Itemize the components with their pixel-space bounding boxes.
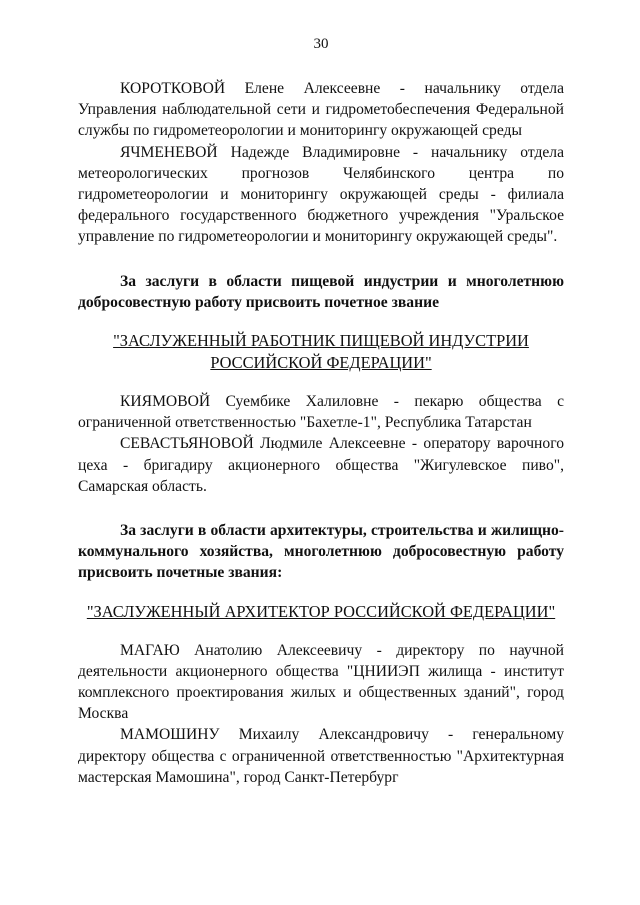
document-body — [78, 78, 564, 788]
honorary-title-architect: "ЗАСЛУЖЕННЫЙ АРХИТЕКТОР РОССИЙСКОЙ ФЕДЕРАЦИИ" — [86, 601, 556, 621]
recipient-surname: КИЯМОВОЙ — [120, 393, 211, 411]
recipient-surname: КОРОТКОВОЙ — [120, 80, 226, 97]
recipient-surname: МАГАЮ — [120, 641, 180, 659]
recipient-surname: ЯЧМЕНЕВОЙ — [120, 143, 218, 161]
honorary-title-line: РОССИЙСКОЙ ФЕДЕРАЦИИ" — [210, 353, 432, 373]
recipient-details: Михаилу Александровичу - генеральному директору общества с ограниченной ответственностью "Архитектурная мастерская Мамошина", город Санкт-Петербург — [78, 726, 564, 786]
recipient-details: Анатолию Алексеевичу - директору по научной деятельности акционерного общества "ЦНИИЭП жилища - институт комплексного проектирования жилых и общественных зданий", город Москва — [78, 641, 564, 723]
recipient-surname: СЕВАСТЬЯНОВОЙ — [120, 435, 254, 453]
award-entry — [78, 433, 564, 497]
spacer — [78, 313, 564, 330]
spacer — [78, 584, 564, 601]
recipient-details: Людмиле Алексеевне - оператору варочного цеха - бригадиру акционерного общества "Жигулевское пиво", Самарская область. — [78, 435, 564, 495]
award-entry — [78, 391, 564, 433]
award-entry — [78, 78, 564, 142]
spacer — [78, 497, 564, 520]
page-number: 30 — [313, 36, 329, 52]
award-entry — [78, 640, 564, 725]
spacer — [78, 248, 564, 271]
recipient-details: Надежде Владимировне - начальнику отдела метеорологических прогнозов Челябинского центра по гидрометеорологии и мониторингу окружающей среды - филиала федерального государственного бюджетного учреждения "Уральское управление по гидрометеорологии и мониторингу окружающей среды". — [78, 143, 564, 246]
section-heading-food: За заслуги в области пищевой индустрии и многолетнюю добросовестную работу присвоить почетное звание — [78, 272, 564, 311]
award-entry — [78, 142, 564, 248]
recipient-details: Елене Алексеевне - начальнику отдела Управления наблюдательной сети и гидрометобеспечения Федеральной службы по гидрометеорологии и мониторингу окружающей среды — [78, 80, 564, 140]
honorary-title-line: "ЗАСЛУЖЕННЫЙ РАБОТНИК ПИЩЕВОЙ ИНДУСТРИИ — [113, 331, 529, 351]
spacer — [78, 374, 564, 391]
spacer — [78, 623, 564, 640]
honorary-title-food — [78, 330, 564, 374]
section-heading-architecture: За заслуги в области архитектуры, строительства и жилищно-коммунального хозяйства, многолетнюю добросовестную работу присвоить почетные звания: — [78, 522, 564, 582]
document-page — [78, 0, 564, 905]
recipient-details: Суембике Халиловне - пекарю общества с ограниченной ответственностью "Бахетле-1", Республика Татарстан — [78, 393, 564, 432]
recipient-surname: МАМОШИНУ — [120, 726, 220, 744]
award-entry — [78, 724, 564, 788]
